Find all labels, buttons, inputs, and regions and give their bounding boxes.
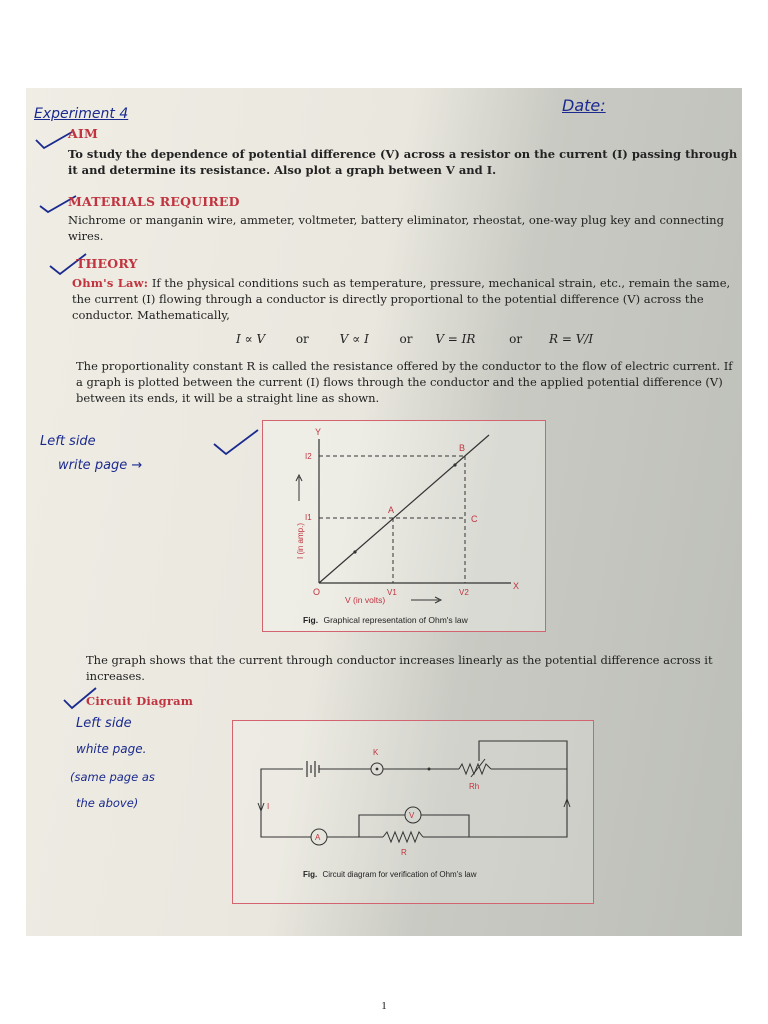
circuit-heading: Circuit Diagram xyxy=(86,694,194,708)
key-label: K xyxy=(373,748,379,757)
ammeter-label: A xyxy=(315,833,321,842)
materials-text: Nichrome or manganin wire, ammeter, voltmeter, battery eliminator, rheostat, one-way plug key and connecting wires. xyxy=(68,213,724,243)
materials-heading: MATERIALS REQUIRED xyxy=(68,194,240,209)
x-axis-label: V (in volts) xyxy=(345,595,386,605)
formula-2: V ∝ I xyxy=(339,332,369,346)
x-axis-letter: X xyxy=(513,581,520,591)
rheostat-tap xyxy=(479,741,567,769)
ohms-law-text: If the physical conditions such as temperature, pressure, mechanical strain, etc., remain the same, the current (I) flowing through a conductor is directly proportional to the potential difference (V) across the conductor. Mathematically, xyxy=(72,276,731,322)
voltmeter-branch xyxy=(359,815,405,837)
ohms-law-graph-figure xyxy=(262,420,546,632)
circuit-caption xyxy=(303,870,477,879)
formula-or-2: or xyxy=(399,332,413,346)
notebook-photo xyxy=(26,88,742,936)
left-note2-line-2: white page. xyxy=(76,742,147,756)
i1-label: I1 xyxy=(305,513,312,522)
theory-paragraph: The proportionality constant R is called the resistance offered by the conductor to the flow of electric current. If a graph is plotted between the current (I) flows through the conductor and the applied potential difference (V) between its ends, it will be a straight line as shown. xyxy=(76,359,733,405)
battery-icon xyxy=(307,761,319,777)
y-axis-letter: Y xyxy=(315,427,322,437)
origin-label: O xyxy=(313,587,321,597)
check-icon xyxy=(212,428,260,458)
page-number: 1 xyxy=(381,1000,387,1012)
point-c-label: C xyxy=(471,514,478,524)
voltmeter-label: V xyxy=(409,811,415,820)
line-point xyxy=(453,463,456,466)
experiment-title: Experiment 4 xyxy=(34,106,129,122)
resistor-icon xyxy=(383,832,423,842)
ohms-law-label: Ohm's Law: xyxy=(72,276,149,290)
left-note2-line-4: the above) xyxy=(76,796,139,810)
voltmeter-branch-right xyxy=(421,815,469,837)
aim-text: To study the dependence of potential difference (V) across a resistor on the current (I) passing through it and determine its resistance. Also plot a graph between V and I. xyxy=(68,147,738,177)
ohm-line xyxy=(319,435,489,583)
v1-label: V1 xyxy=(387,588,397,597)
left-note-line-1: Left side xyxy=(40,434,96,449)
formula-row xyxy=(236,332,593,346)
y-axis-label: I (in amp.) xyxy=(296,522,305,559)
graph-caption xyxy=(303,615,469,625)
ohms-law-graph xyxy=(263,421,545,631)
formula-3: V = IR xyxy=(435,332,476,346)
left-note2-line-1: Left side xyxy=(76,716,132,731)
graph-note: The graph shows that the current through conductor increases linearly as the potential difference across it increases. xyxy=(86,653,713,683)
right-wire xyxy=(469,769,567,837)
aim-heading: AIM xyxy=(68,126,98,141)
line-point xyxy=(353,550,356,553)
point-a-label: A xyxy=(388,505,395,515)
theory-law xyxy=(72,275,738,323)
circuit-figure xyxy=(232,720,594,904)
resistor-label: R xyxy=(401,848,407,857)
left-note2-line-3: (same page as xyxy=(70,770,155,784)
point-b-label: B xyxy=(459,443,466,453)
circuit-caption-prefix: Fig. xyxy=(303,870,318,879)
formula-or-3: or xyxy=(509,332,523,346)
circuit-caption-text: Circuit diagram for verification of Ohm's law xyxy=(322,870,477,879)
theory-heading: THEORY xyxy=(76,256,138,271)
formula-or-1: or xyxy=(295,332,309,346)
i2-label: I2 xyxy=(305,452,312,461)
current-label: I xyxy=(267,802,270,811)
graph-caption-prefix: Fig. xyxy=(303,615,319,625)
left-note-line-2: write page → xyxy=(58,458,143,473)
v2-label: V2 xyxy=(459,588,469,597)
formula-4: R = V/I xyxy=(548,332,594,346)
rheostat-label: Rh xyxy=(469,782,480,791)
graph-caption-text: Graphical representation of Ohm's law xyxy=(323,615,468,625)
circuit-diagram xyxy=(233,721,593,903)
formula-1: I ∝ V xyxy=(236,332,266,346)
date-label: Date: xyxy=(562,96,606,115)
